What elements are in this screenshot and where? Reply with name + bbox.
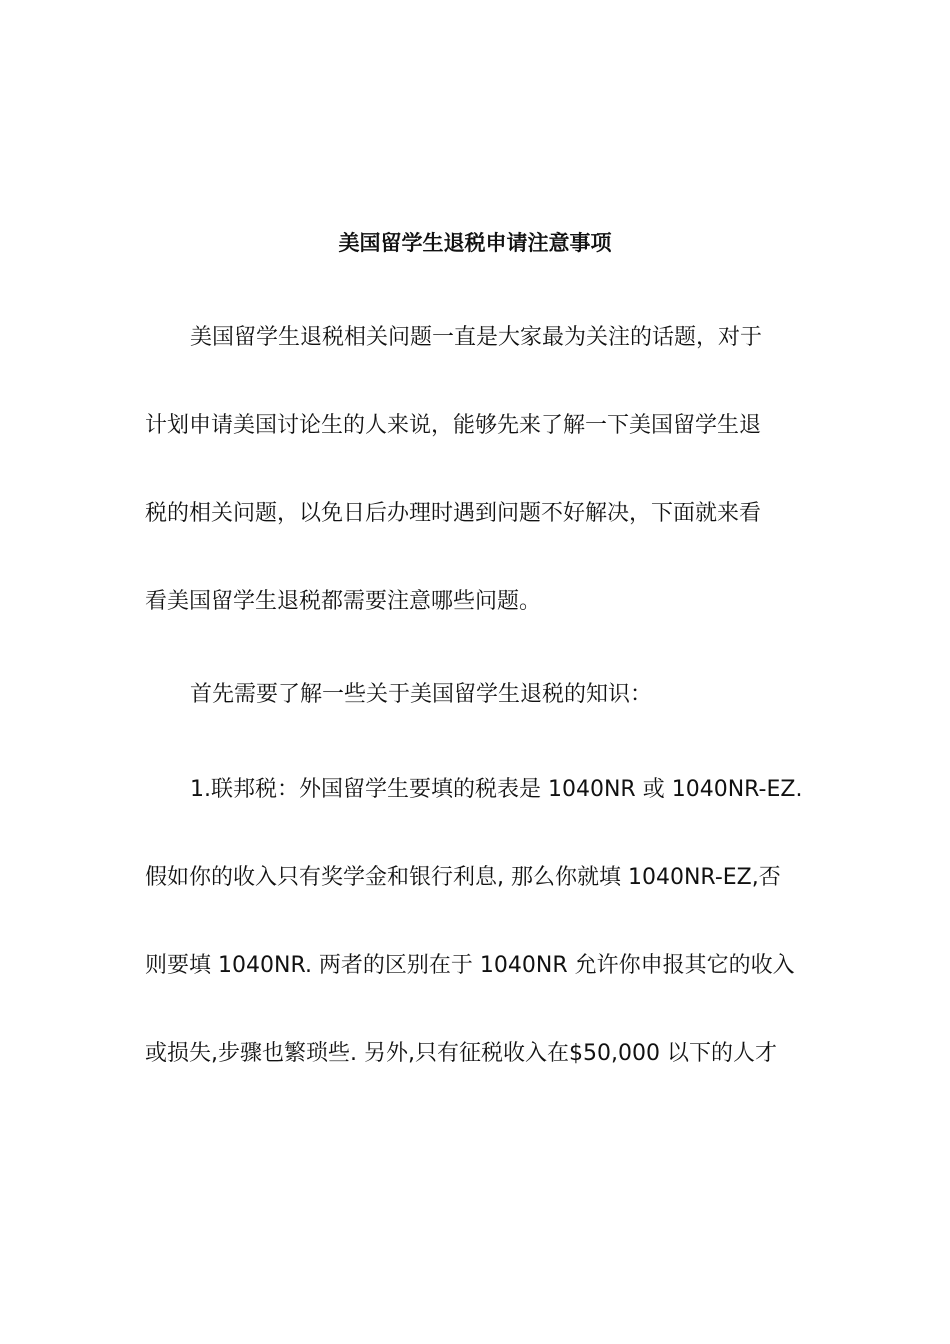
- paragraph-3-line-2: 假如你的收入只有奖学金和银行利息, 那么你就填 1040NR-EZ,否: [145, 865, 781, 890]
- paragraph-1-line-4: 看美国留学生退税都需要注意哪些问题。: [145, 589, 542, 614]
- document-title: 美国留学生退税申请注意事项: [338, 231, 612, 255]
- paragraph-1-line-2: 计划申请美国讨论生的人来说，能够先来了解一下美国留学生退: [145, 413, 762, 438]
- paragraph-3-line-4: 或损失,步骤也繁琐些. 另外,只有征税收入在$50,000 以下的人才: [145, 1041, 777, 1066]
- paragraph-1-line-3: 税的相关问题，以免日后办理时遇到问题不好解决，下面就来看: [145, 501, 762, 526]
- paragraph-1-line-1: 美国留学生退税相关问题一直是大家最为关注的话题，对于: [190, 325, 763, 350]
- paragraph-3-line-1: 1.联邦税：外国留学生要填的税表是 1040NR 或 1040NR-EZ.: [190, 777, 803, 802]
- paragraph-3-line-3: 则要填 1040NR. 两者的区别在于 1040NR 允许你申报其它的收入: [145, 953, 795, 978]
- paragraph-2-line-1: 首先需要了解一些关于美国留学生退税的知识：: [190, 682, 653, 707]
